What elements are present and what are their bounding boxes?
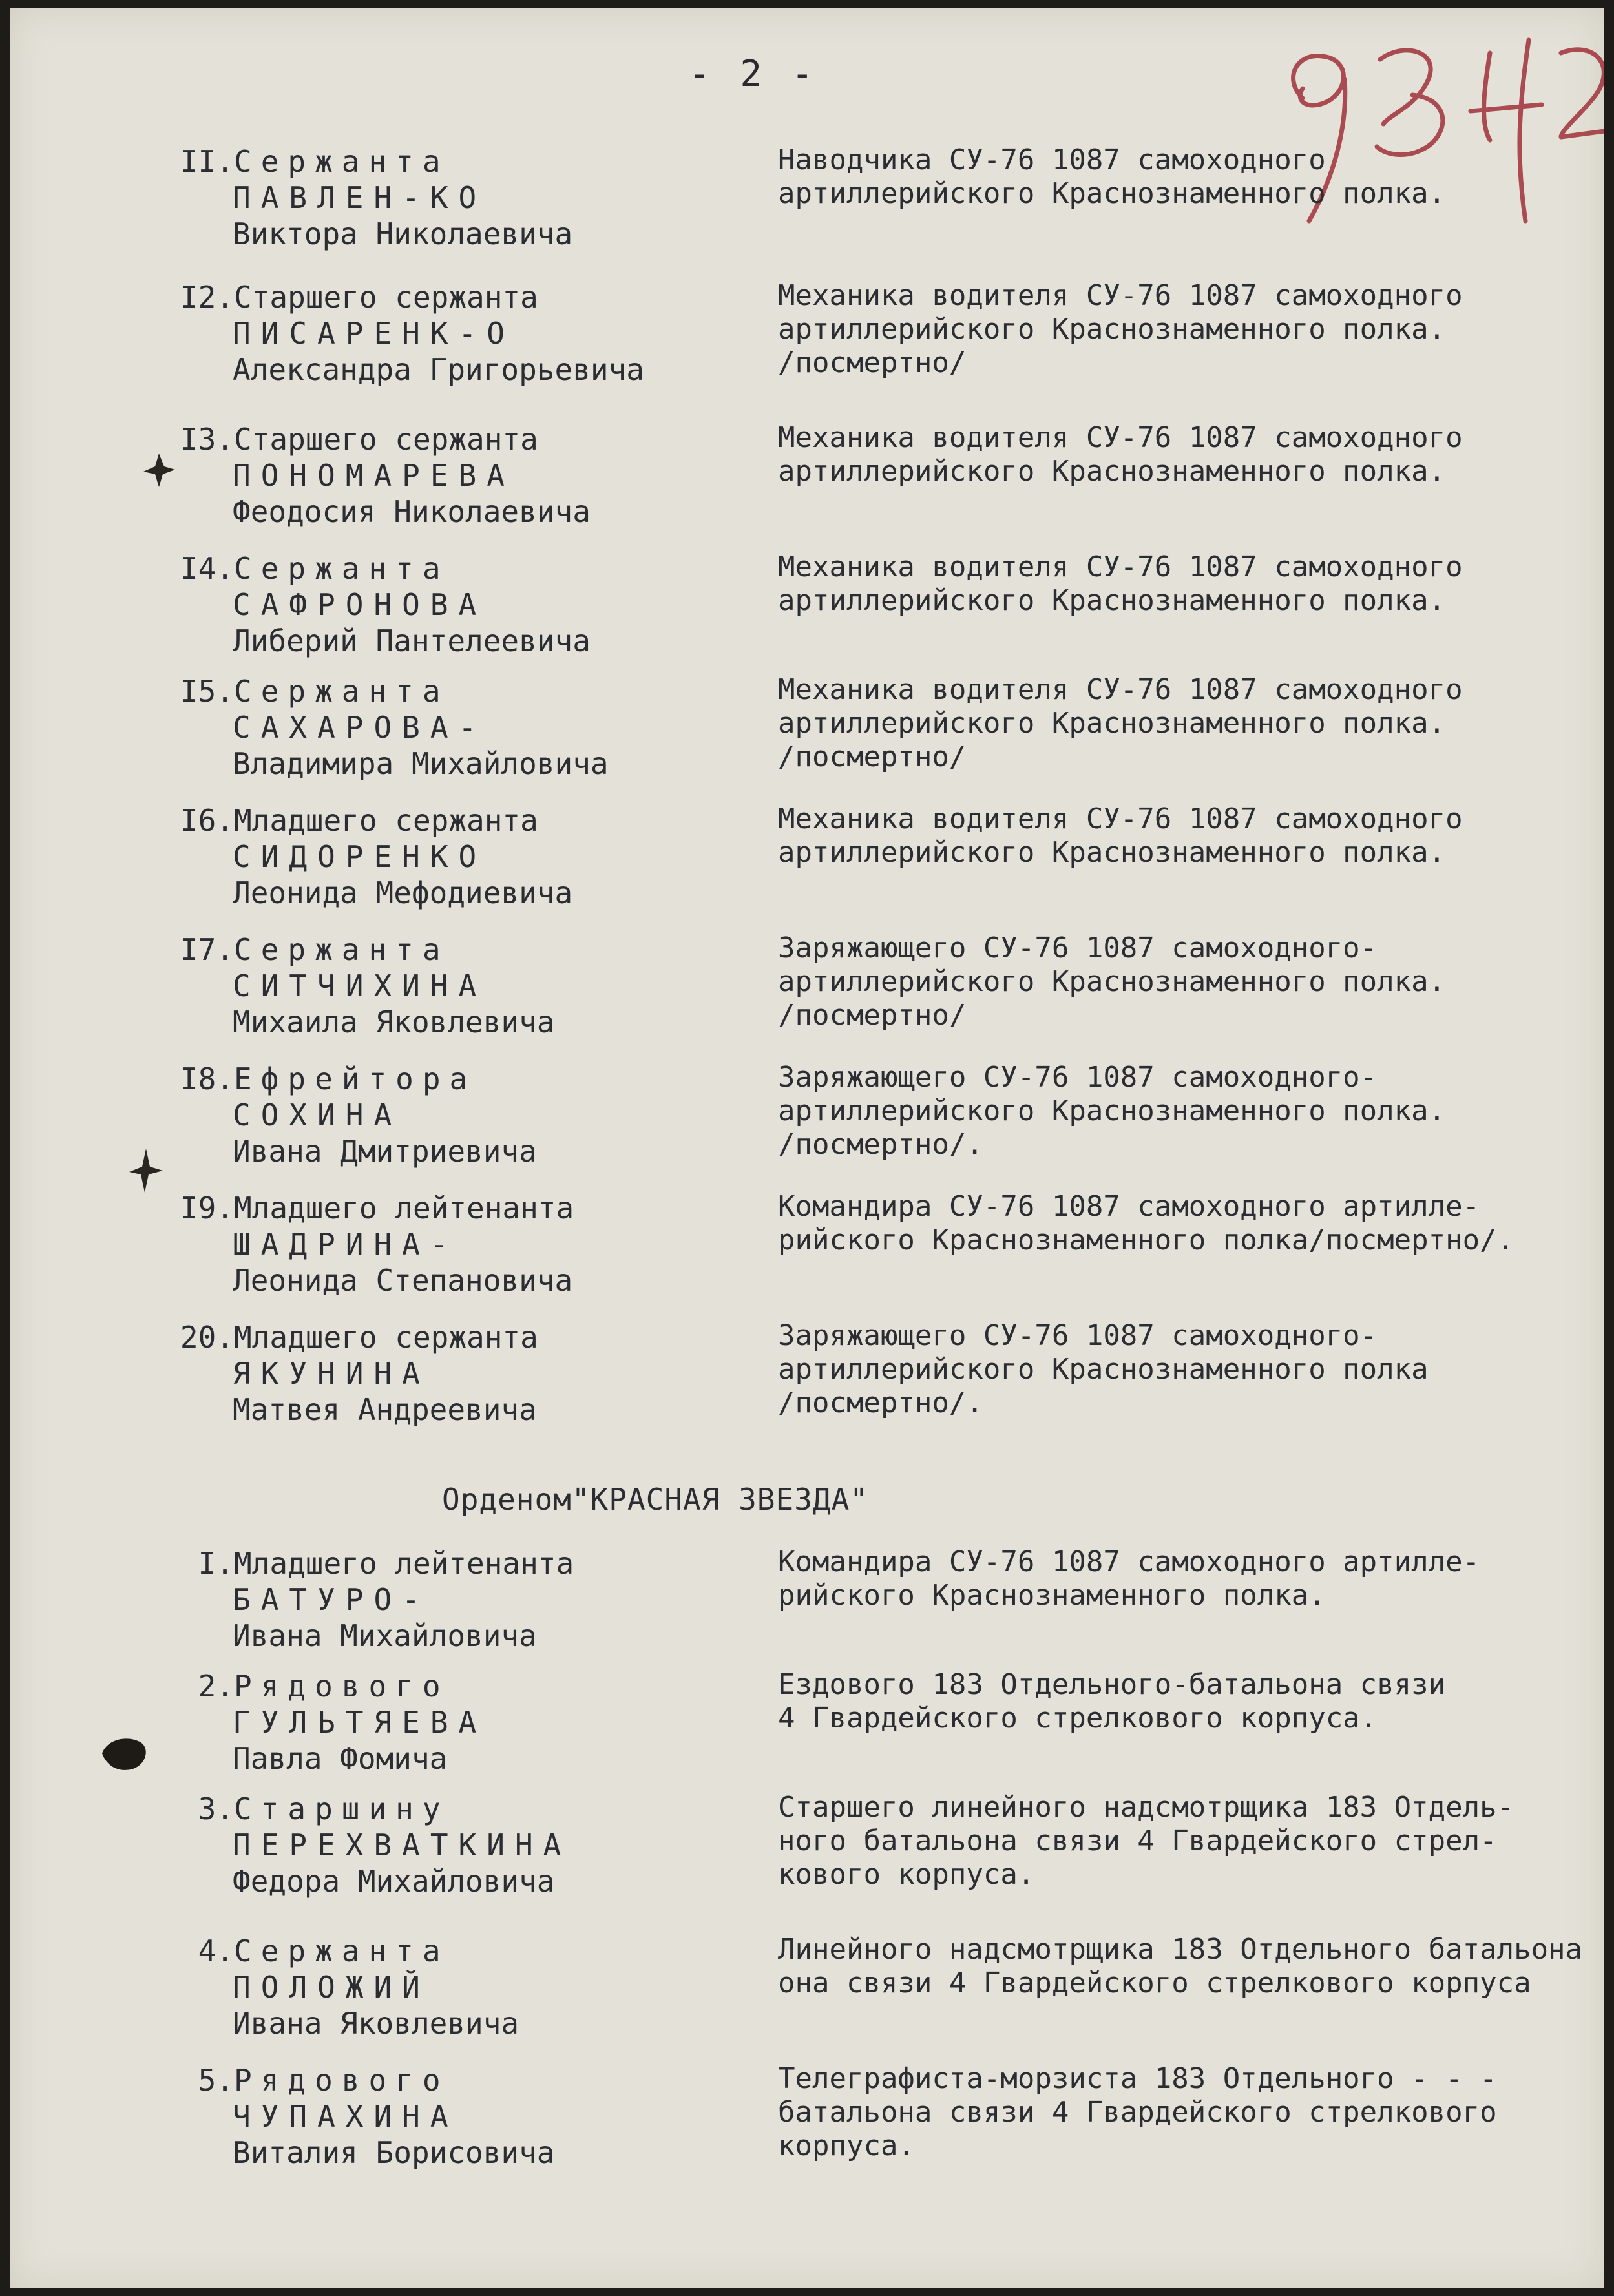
rank: Рядового bbox=[234, 1669, 450, 1704]
given-name-patronymic: Михаила Яковлевича bbox=[233, 1005, 555, 1039]
rank: Сержанта bbox=[234, 932, 450, 967]
given-name-patronymic: Леонида Мефодиевича bbox=[233, 875, 573, 910]
rank: Младшего сержанта bbox=[234, 1320, 538, 1355]
given-name-patronymic: Виталия Борисовича bbox=[233, 2135, 555, 2170]
rank: Младшего лейтенанта bbox=[234, 1546, 574, 1581]
entry-number: 3. bbox=[198, 1791, 234, 1826]
rank-line bbox=[10, 1190, 734, 1226]
position-description: Механика водителя СУ-76 1087 самоходного артиллерийского Краснознаменного полка. bbox=[778, 550, 1463, 617]
person-name-block bbox=[10, 932, 734, 1040]
position-description: Ездового 183 Отдельного-батальона связи 4 Гвардейского стрелкового корпуса. bbox=[778, 1668, 1446, 1735]
rank-line bbox=[10, 1319, 734, 1355]
section-heading: Орденом"КРАСНАЯ ЗВЕЗДА" bbox=[442, 1482, 868, 1517]
surname: ПОНОМАРЕВА bbox=[233, 458, 515, 493]
given-name-patronymic: Ивана Яковлевича bbox=[233, 2006, 519, 2041]
person-name-block bbox=[10, 1791, 734, 1899]
entry-number: I8. bbox=[180, 1061, 234, 1096]
position-description: Наводчика СУ-76 1087 самоходного артиллерийского Краснознаменного полка. bbox=[778, 143, 1446, 210]
given-name-patronymic: Виктора Николаевича bbox=[233, 216, 573, 251]
surname: СИТЧИХИНА bbox=[233, 968, 487, 1003]
person-name-block bbox=[10, 673, 734, 782]
person-name-block bbox=[10, 802, 734, 911]
position-description: Заряжающего СУ-76 1087 самоходного- артиллерийского Краснознаменного полка /посмертно/. bbox=[778, 1319, 1429, 1419]
position-description: Старшего линейного надсмотрщика 183 Отдель- ного батальона связи 4 Гвардейского стрел- кового корпуса. bbox=[778, 1791, 1514, 1891]
given-name-patronymic: Леонида Степановича bbox=[233, 1263, 573, 1298]
rank: Сержанта bbox=[234, 551, 450, 586]
given-name-patronymic: Либерий Пантелеевича bbox=[233, 623, 591, 658]
rank: Сержанта bbox=[234, 144, 450, 179]
position-description: Механика водителя СУ-76 1087 самоходного артиллерийского Краснознаменного полка. bbox=[778, 421, 1463, 488]
given-name-patronymic: Павла Фомича bbox=[233, 1741, 448, 1776]
rank: Сержанта bbox=[234, 1934, 450, 1968]
person-name-block bbox=[10, 2062, 734, 2171]
entry-number: II. bbox=[180, 144, 234, 179]
surname: СОХИНА bbox=[233, 1098, 403, 1132]
given-name-patronymic: Ивана Дмитриевича bbox=[233, 1134, 537, 1169]
given-name-patronymic: Феодосия Николаевича bbox=[233, 494, 591, 529]
rank: Младшего сержанта bbox=[234, 803, 538, 838]
surname: БАТУРО- bbox=[233, 1582, 430, 1617]
surname: ПАВЛЕН-КО bbox=[233, 180, 487, 215]
entry-number: I5. bbox=[180, 674, 234, 709]
person-name-block bbox=[10, 1319, 734, 1428]
position-description: Заряжающего СУ-76 1087 самоходного- артиллерийского Краснознаменного полка. /посмертно/. bbox=[778, 1061, 1446, 1161]
rank-line bbox=[10, 550, 734, 587]
punch-hole bbox=[140, 447, 178, 492]
person-name-block bbox=[10, 1545, 734, 1654]
given-name-patronymic: Владимира Михайловича bbox=[233, 746, 609, 781]
rank: Младшего лейтенанта bbox=[234, 1191, 574, 1226]
person-name-block bbox=[10, 143, 734, 252]
given-name-patronymic: Матвея Андреевича bbox=[233, 1392, 537, 1427]
entry-number: 2. bbox=[198, 1669, 234, 1704]
position-description: Механика водителя СУ-76 1087 самоходного артиллерийского Краснознаменного полка. /посмертно/ bbox=[778, 673, 1463, 773]
rank-line bbox=[10, 802, 734, 839]
rank-line bbox=[10, 2062, 734, 2098]
surname: ПЕРЕХВАТКИНА bbox=[233, 1828, 572, 1863]
entry-number: 20. bbox=[180, 1320, 234, 1355]
person-name-block bbox=[10, 550, 734, 659]
rank-line bbox=[10, 1791, 734, 1827]
punch-hole bbox=[127, 1145, 165, 1196]
rank-line bbox=[10, 421, 734, 457]
given-name-patronymic: Ивана Михайловича bbox=[233, 1618, 537, 1653]
entry-number: I. bbox=[198, 1546, 234, 1581]
position-description: Телеграфиста-морзиста 183 Отдельного - - - батальона связи 4 Гвардейского стрелкового корпуса. bbox=[778, 2062, 1497, 2162]
person-name-block bbox=[10, 421, 734, 530]
surname: ЯКУНИНА bbox=[233, 1356, 430, 1391]
position-description: Командира СУ-76 1087 самоходного артилле- рийского Краснознаменного полка. bbox=[778, 1545, 1480, 1612]
person-name-block bbox=[10, 1190, 734, 1299]
person-name-block bbox=[10, 1933, 734, 2041]
rank: Ефрейтора bbox=[234, 1061, 477, 1096]
rank-line bbox=[10, 673, 734, 709]
rank: Старшего сержанта bbox=[234, 422, 538, 457]
rank: Старшину bbox=[234, 1791, 450, 1826]
person-name-block bbox=[10, 279, 734, 388]
page-number: - 2 - bbox=[689, 53, 817, 95]
surname: САФРОНОВА bbox=[233, 587, 487, 622]
position-description: Механика водителя СУ-76 1087 самоходного артиллерийского Краснознаменного полка. /посмертно/ bbox=[778, 279, 1463, 379]
rank: Рядового bbox=[234, 2063, 450, 2098]
surname: САХАРОВА- bbox=[233, 710, 487, 745]
document-page bbox=[10, 8, 1604, 2288]
surname: СИДОРЕНКО bbox=[233, 839, 487, 874]
given-name-patronymic: Федора Михайловича bbox=[233, 1864, 555, 1899]
person-name-block bbox=[10, 1061, 734, 1169]
entry-number: 4. bbox=[198, 1934, 234, 1968]
rank-line bbox=[10, 1061, 734, 1097]
position-description: Линейного надсмотрщика 183 Отдельного батальона она связи 4 Гвардейского стрелкового корпуса bbox=[778, 1933, 1583, 1999]
entry-number: I3. bbox=[180, 422, 234, 457]
entry-number: I6. bbox=[180, 803, 234, 838]
entry-number: I2. bbox=[180, 280, 234, 315]
rank-line bbox=[10, 143, 734, 180]
given-name-patronymic: Александра Григорьевича bbox=[233, 352, 644, 387]
entry-number: 5. bbox=[198, 2063, 234, 2098]
rank-line bbox=[10, 279, 734, 315]
punch-hole bbox=[94, 1726, 152, 1778]
entry-number: I4. bbox=[180, 551, 234, 586]
entry-number: I9. bbox=[180, 1191, 234, 1226]
position-description: Командира СУ-76 1087 самоходного артилле- рийского Краснознаменного полка/посмертно/. bbox=[778, 1190, 1514, 1257]
surname: ЧУПАХИНА bbox=[233, 2099, 459, 2134]
rank-line bbox=[10, 1545, 734, 1581]
rank-line bbox=[10, 932, 734, 968]
surname: ГУЛЬТЯЕВА bbox=[233, 1705, 487, 1740]
surname: ПОЛОЖИЙ bbox=[233, 1970, 430, 2005]
surname: ПИСАРЕНК-О bbox=[233, 316, 515, 351]
position-description: Заряжающего СУ-76 1087 самоходного- артиллерийского Краснознаменного полка. /посмертно/ bbox=[778, 932, 1446, 1032]
rank: Сержанта bbox=[234, 674, 450, 709]
rank-line bbox=[10, 1668, 734, 1704]
rank-line bbox=[10, 1933, 734, 1969]
rank: Старшего сержанта bbox=[234, 280, 538, 315]
entry-number: I7. bbox=[180, 932, 234, 967]
surname: ШАДРИНА- bbox=[233, 1227, 459, 1262]
position-description: Механика водителя СУ-76 1087 самоходного артиллерийского Краснознаменного полка. bbox=[778, 802, 1463, 869]
